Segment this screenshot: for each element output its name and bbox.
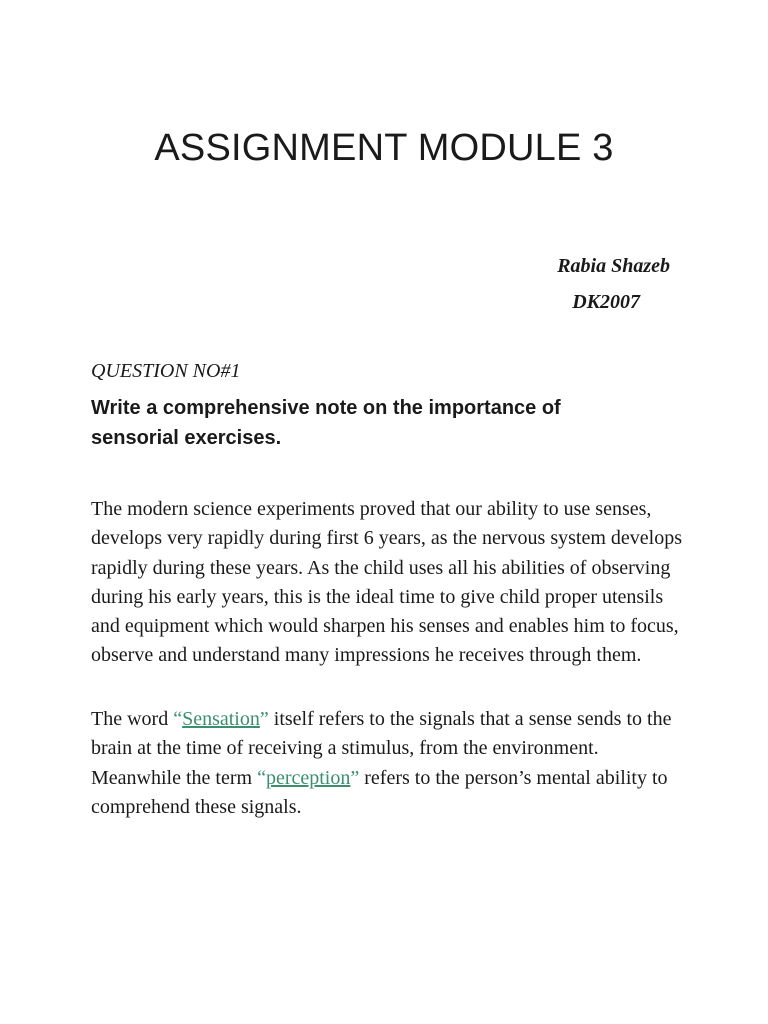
paragraph-1: The modern science experiments proved that our ability to use senses, develops very rapidly during first 6 years, as the nervous system develops rapidly during these years. As the child uses all his abilities of observing during his early years, this is the ideal time to give child proper utensils and equipment which would sharpen his senses and enables him to focus, observe and understand many impressions he receives through them. — [91, 498, 682, 667]
term-perception[interactable] — [257, 767, 359, 789]
term-sensation-close-quote: ” — [259, 708, 269, 730]
paragraph-2-part-1: The word — [91, 708, 174, 730]
author-id: DK2007 — [572, 291, 640, 313]
term-sensation-word[interactable]: Sensation — [182, 708, 260, 730]
term-perception-close-quote: ” — [350, 766, 360, 789]
author-block — [557, 248, 670, 320]
term-perception-open-quote: “ — [257, 766, 266, 789]
paragraph-2-part-2: itself refers to the signals that a sense sends to the brain at the time of receiving a stimulus, from the environment. Meanwhile the term — [91, 708, 672, 789]
term-sensation[interactable] — [173, 708, 269, 730]
document-title: ASSIGNMENT MODULE 3 — [154, 127, 614, 169]
term-sensation-open-quote: “ — [173, 708, 183, 730]
question-text: Write a comprehensive note on the importance of sensorial exercises. — [91, 397, 561, 449]
paragraph-2 — [91, 705, 691, 822]
author-name: Rabia Shazeb — [557, 255, 670, 277]
term-perception-word[interactable]: perception — [265, 766, 351, 789]
question-label: QUESTION NO#1 — [91, 360, 241, 382]
paragraph-2-part-3: refers to the person’s mental ability to comprehend these signals. — [91, 766, 668, 818]
